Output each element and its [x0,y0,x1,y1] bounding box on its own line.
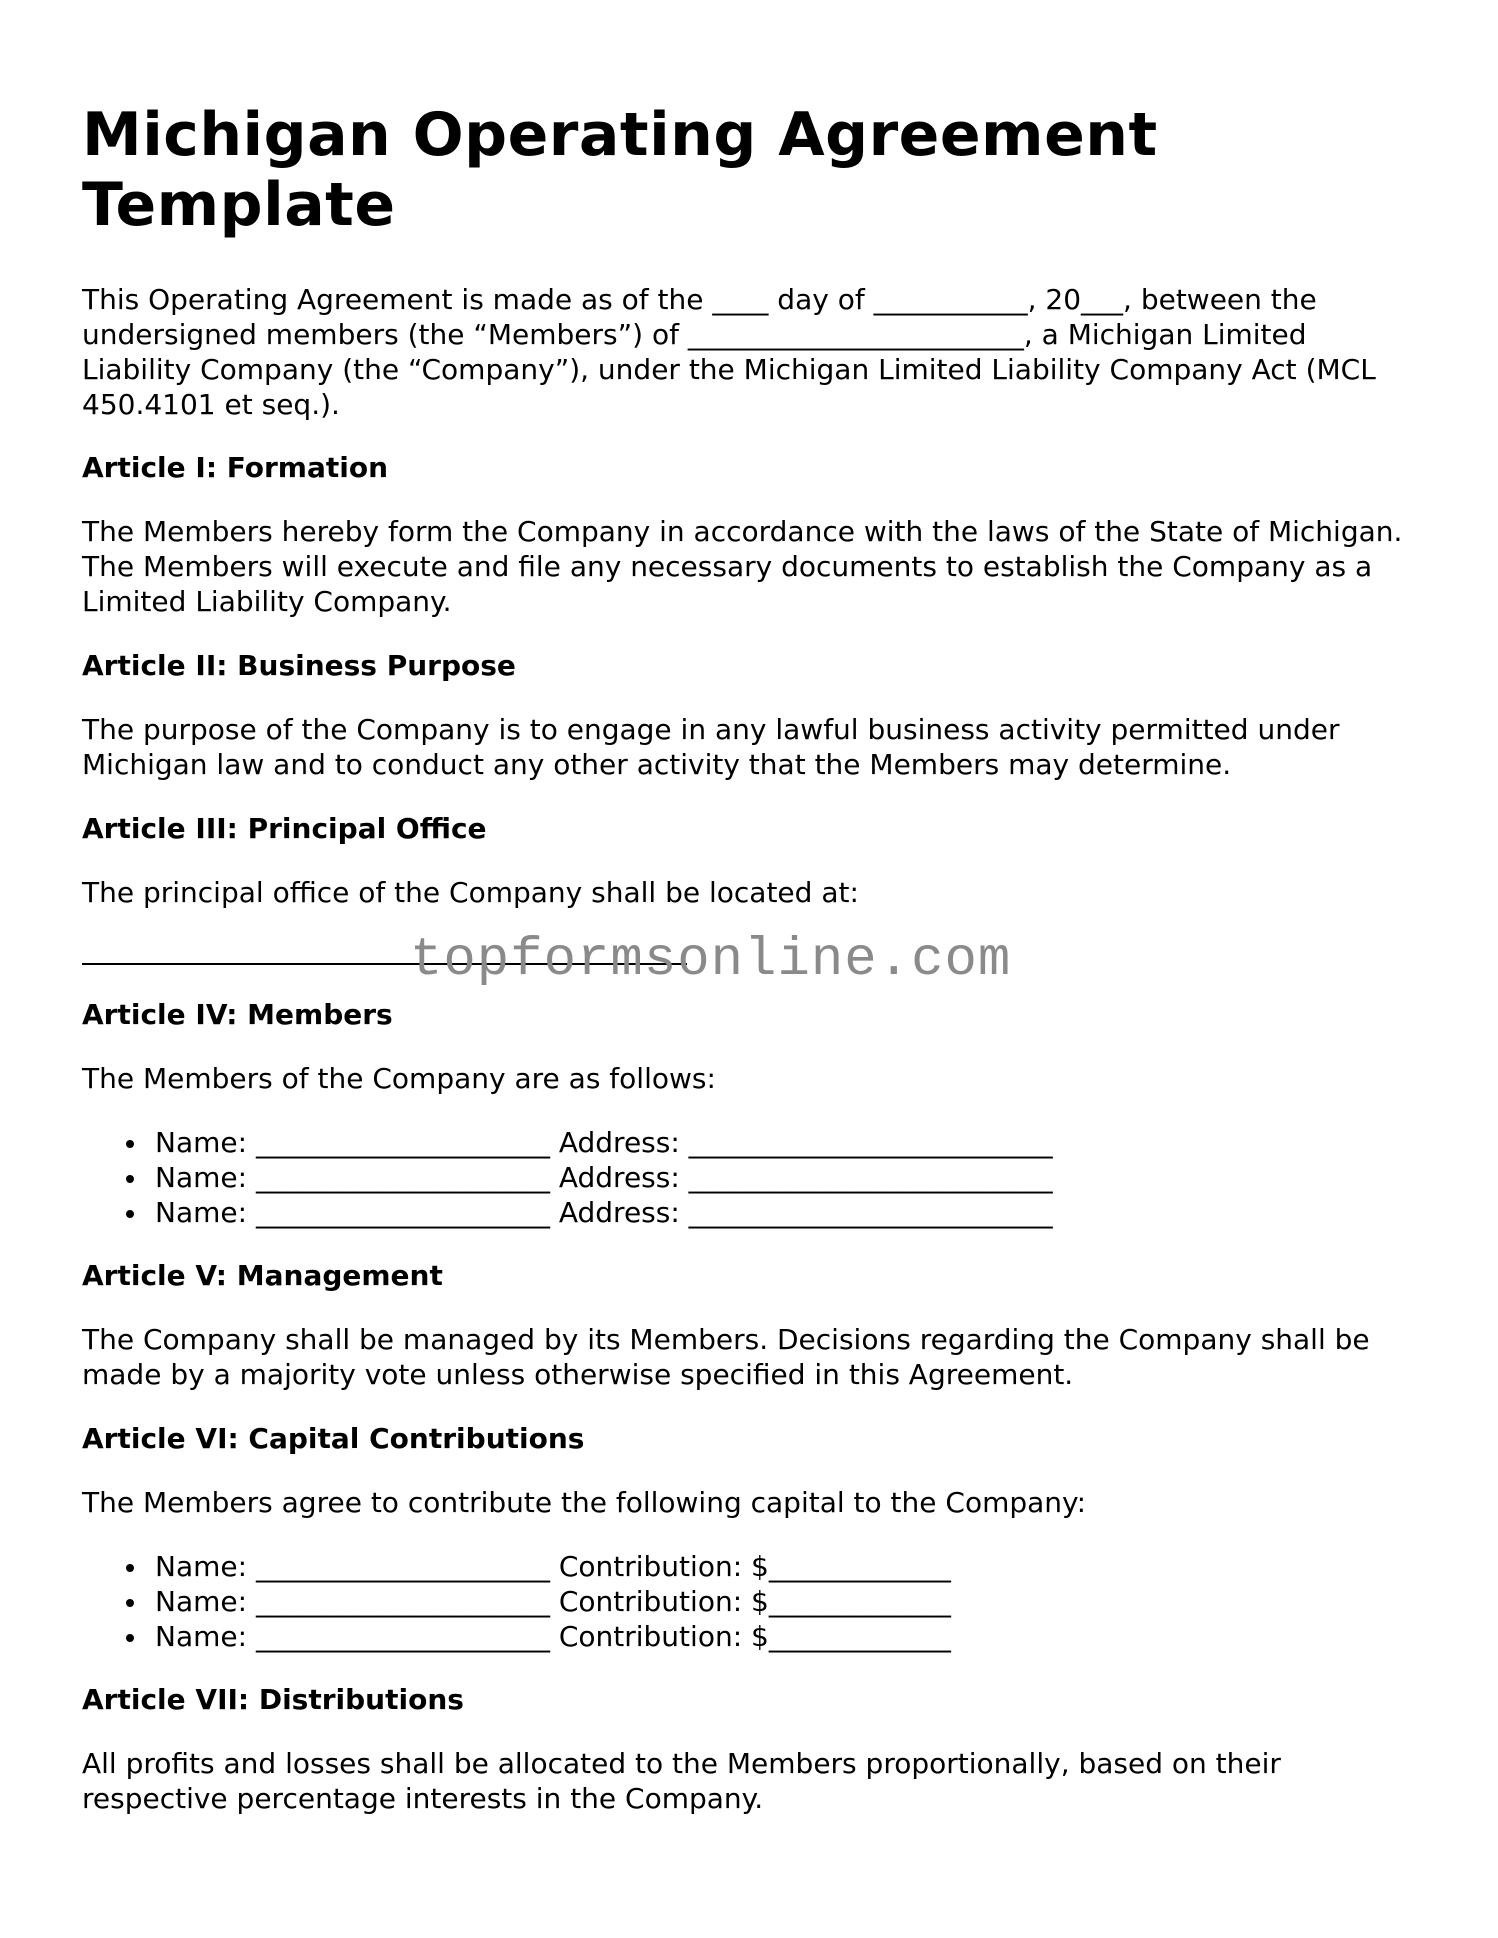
article-7-heading: Article VII: Distributions [82,1683,464,1716]
list-item: Name: _____________________ Contribution: $_____________ [122,1549,1422,1584]
article-7-text: All profits and losses shall be allocated to the Members proportionally, based on their respective percentage interests in the Company. [82,1747,1281,1815]
article-6-heading: Article VI: Capital Contributions [82,1422,585,1455]
principal-office-blank [82,930,1422,991]
list-item: Name: _____________________ Address: __________________________ [122,1160,1422,1195]
members-list [82,1125,1422,1230]
document-page [82,100,1422,1845]
article-1-heading: Article I: Formation [82,451,389,484]
page-title: Michigan Operating Agreement Template [82,100,1158,240]
article-4-heading: Article IV: Members [82,998,393,1031]
list-item: Name: _____________________ Address: __________________________ [122,1195,1422,1230]
article-2-text: The purpose of the Company is to engage in any lawful business activity permitted under Michigan law and to conduct any other activity that the Members may determine. [82,713,1340,781]
article-1-text: The Members hereby form the Company in accordance with the laws of the State of Michigan. The Members will execute and file any necessary documents to establish the Company as a Limited Liability Company. [82,515,1403,618]
article-4-text: The Members of the Company are as follows: [82,1062,716,1095]
contributions-list [82,1549,1422,1654]
intro-paragraph: This Operating Agreement is made as of the ____ day of ___________, 20___, between the undersigned members (the “Members”) of ________________________, a Michigan Limited Liability Company (the “Company”), under the Michigan Limited Liability Company Act (MCL 450.4101 et seq.). [82,283,1376,421]
article-3-heading: Article III: Principal Office [82,812,487,845]
article-5-text: The Company shall be managed by its Members. Decisions regarding the Company shall be made by a majority vote unless otherwise specified in this Agreement. [82,1323,1370,1391]
list-item: Name: _____________________ Contribution: $_____________ [122,1619,1422,1654]
article-5-heading: Article V: Management [82,1259,443,1292]
article-3-text: The principal office of the Company shall be located at: [82,876,859,909]
list-item: Name: _____________________ Address: __________________________ [122,1125,1422,1160]
article-6-text: The Members agree to contribute the following capital to the Company: [82,1486,1087,1519]
watermark: topformsonline.com [410,930,1012,991]
article-2-heading: Article II: Business Purpose [82,649,516,682]
list-item: Name: _____________________ Contribution: $_____________ [122,1584,1422,1619]
